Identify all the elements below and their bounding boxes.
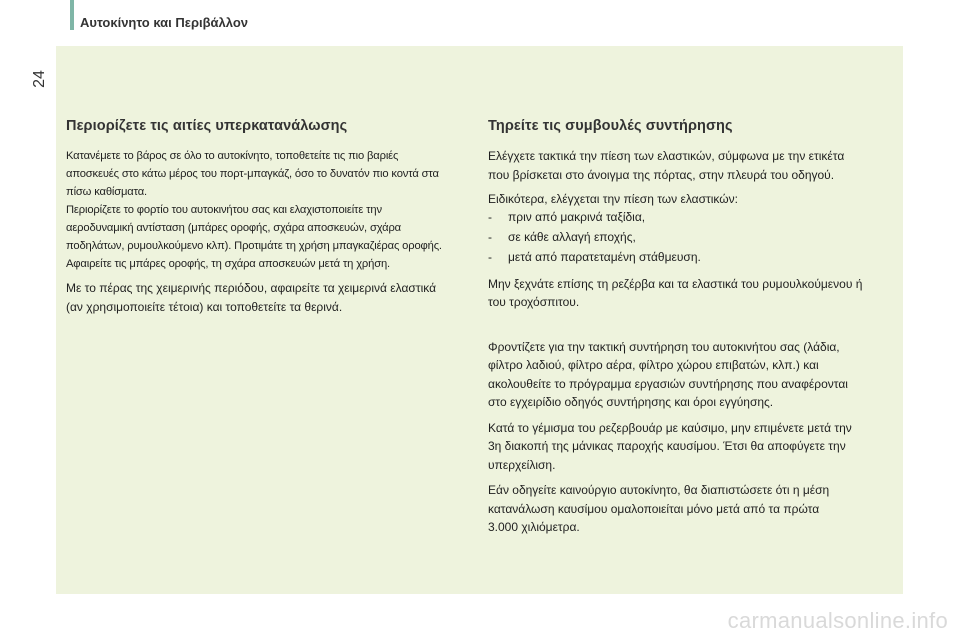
left-paragraph-line: Με το πέρας της χειμερινής περιόδου, αφαιρείτε τα χειμερινά ελαστικά (66, 281, 437, 295)
paragraph-line: 3.000 χιλιόμετρα. (488, 520, 580, 534)
spacer (488, 312, 883, 338)
left-column (66, 118, 469, 316)
paragraph-line: Φροντίζετε για την τακτική συντήρηση του αυτοκινήτου σας (λάδια, (488, 339, 840, 354)
page-header-title: Αυτοκίνητο και Περιβάλλον (80, 15, 249, 30)
list-item: - πριν από μακρινά ταξίδια, (488, 207, 883, 227)
header-accent-bar (70, 0, 74, 30)
right-paragraph-4 (488, 338, 883, 412)
paragraph-line: κατανάλωση καυσίμου ομαλοποιείται μόνο μετά από τα πρώτα (488, 501, 820, 516)
paragraph-line: Μην ξεχνάτε επίσης τη ρεζέρβα και τα ελαστικά του ρυμουλκούμενου ή (488, 276, 863, 291)
paragraph-line: φίλτρο λαδιού, φίλτρο αέρα, φίλτρο χώρου επιβατών, κλπ.) και (488, 358, 819, 372)
left-small-line: αποσκευές στο κάτω μέρος του πορτ-μπαγκάζ, όσο το δυνατόν πιο κοντά στα (66, 168, 439, 180)
paragraph-line: που βρίσκεται στο άνοιγμα της πόρτας, στην πλευρά του οδηγού. (488, 167, 835, 182)
list-item: - μετά από παρατεταμένη στάθμευση. (488, 247, 883, 267)
left-heading: Περιορίζετε τις αιτίες υπερκατανάλωσης (66, 118, 348, 134)
page-number: 24 (31, 70, 48, 88)
left-small-line: Κατανέμετε το βάρος σε όλο το αυτοκίνητο, τοποθετείτε τις πιο βαριές (66, 150, 399, 162)
watermark-text: carmanualsonline.info (727, 608, 948, 633)
paragraph-line: υπερχείλιση. (488, 457, 556, 472)
paragraph-line: Ελέγχετε τακτικά την πίεση των ελαστικών, σύμφωνα με την ετικέτα (488, 149, 845, 163)
paragraph-line: 3η διακοπή της μάνικας παροχής καυσίμου. Έτσι θα αποφύγετε την (488, 439, 846, 453)
right-paragraph-2: Ειδικότερα, ελέγχεται την πίεση των ελαστικών: (488, 192, 738, 206)
right-paragraph-3 (488, 275, 883, 312)
content-panel (56, 46, 903, 594)
paragraph-line: του τροχόσπιτου. (488, 295, 580, 309)
left-small-line: Περιορίζετε το φορτίο του αυτοκινήτου σας και ελαχιστοποιείτε την (66, 204, 382, 216)
left-small-line: πίσω καθίσματα. (66, 186, 147, 198)
right-paragraph-5 (488, 419, 883, 475)
left-paragraph-line: (αν χρησιμοποιείτε τέτοια) και τοποθετείτε τα θερινά. (66, 299, 343, 314)
paragraph-line: Εάν οδηγείτε καινούργιο αυτοκίνητο, θα διαπιστώσετε ότι η μέση (488, 483, 830, 497)
left-paragraph (66, 279, 469, 316)
page-number-container (28, 70, 52, 100)
left-small-line: ποδηλάτων, ρυμουλκούμενο κλπ). Προτιμάτε τη χρήση μπαγκαζιέρας οροφής. (66, 240, 442, 252)
right-column (488, 118, 883, 537)
paragraph-line: ακολουθείτε το πρόγραμμα εργασιών συντήρησης που αναφέρονται (488, 376, 848, 391)
left-small-line: αεροδυναμική αντίσταση (μπάρες οροφής, σχάρα αποσκευών, σχάρα (66, 222, 401, 234)
tyre-check-list (488, 207, 883, 267)
left-small-line: Αφαιρείτε τις μπάρες οροφής, τη σχάρα αποσκευών μετά τη χρήση. (66, 258, 390, 270)
right-heading: Τηρείτε τις συμβουλές συντήρησης (488, 118, 733, 134)
right-paragraph-1 (488, 147, 883, 184)
paragraph-line: στο εγχειρίδιο οδηγός συντήρησης και όροι εγγύησης. (488, 395, 774, 409)
right-paragraph-6 (488, 481, 883, 537)
paragraph-line: Κατά το γέμισμα του ρεζερβουάρ με καύσιμο, μην επιμένετε μετά την (488, 420, 852, 435)
list-item: - σε κάθε αλλαγή εποχής, (488, 227, 883, 247)
